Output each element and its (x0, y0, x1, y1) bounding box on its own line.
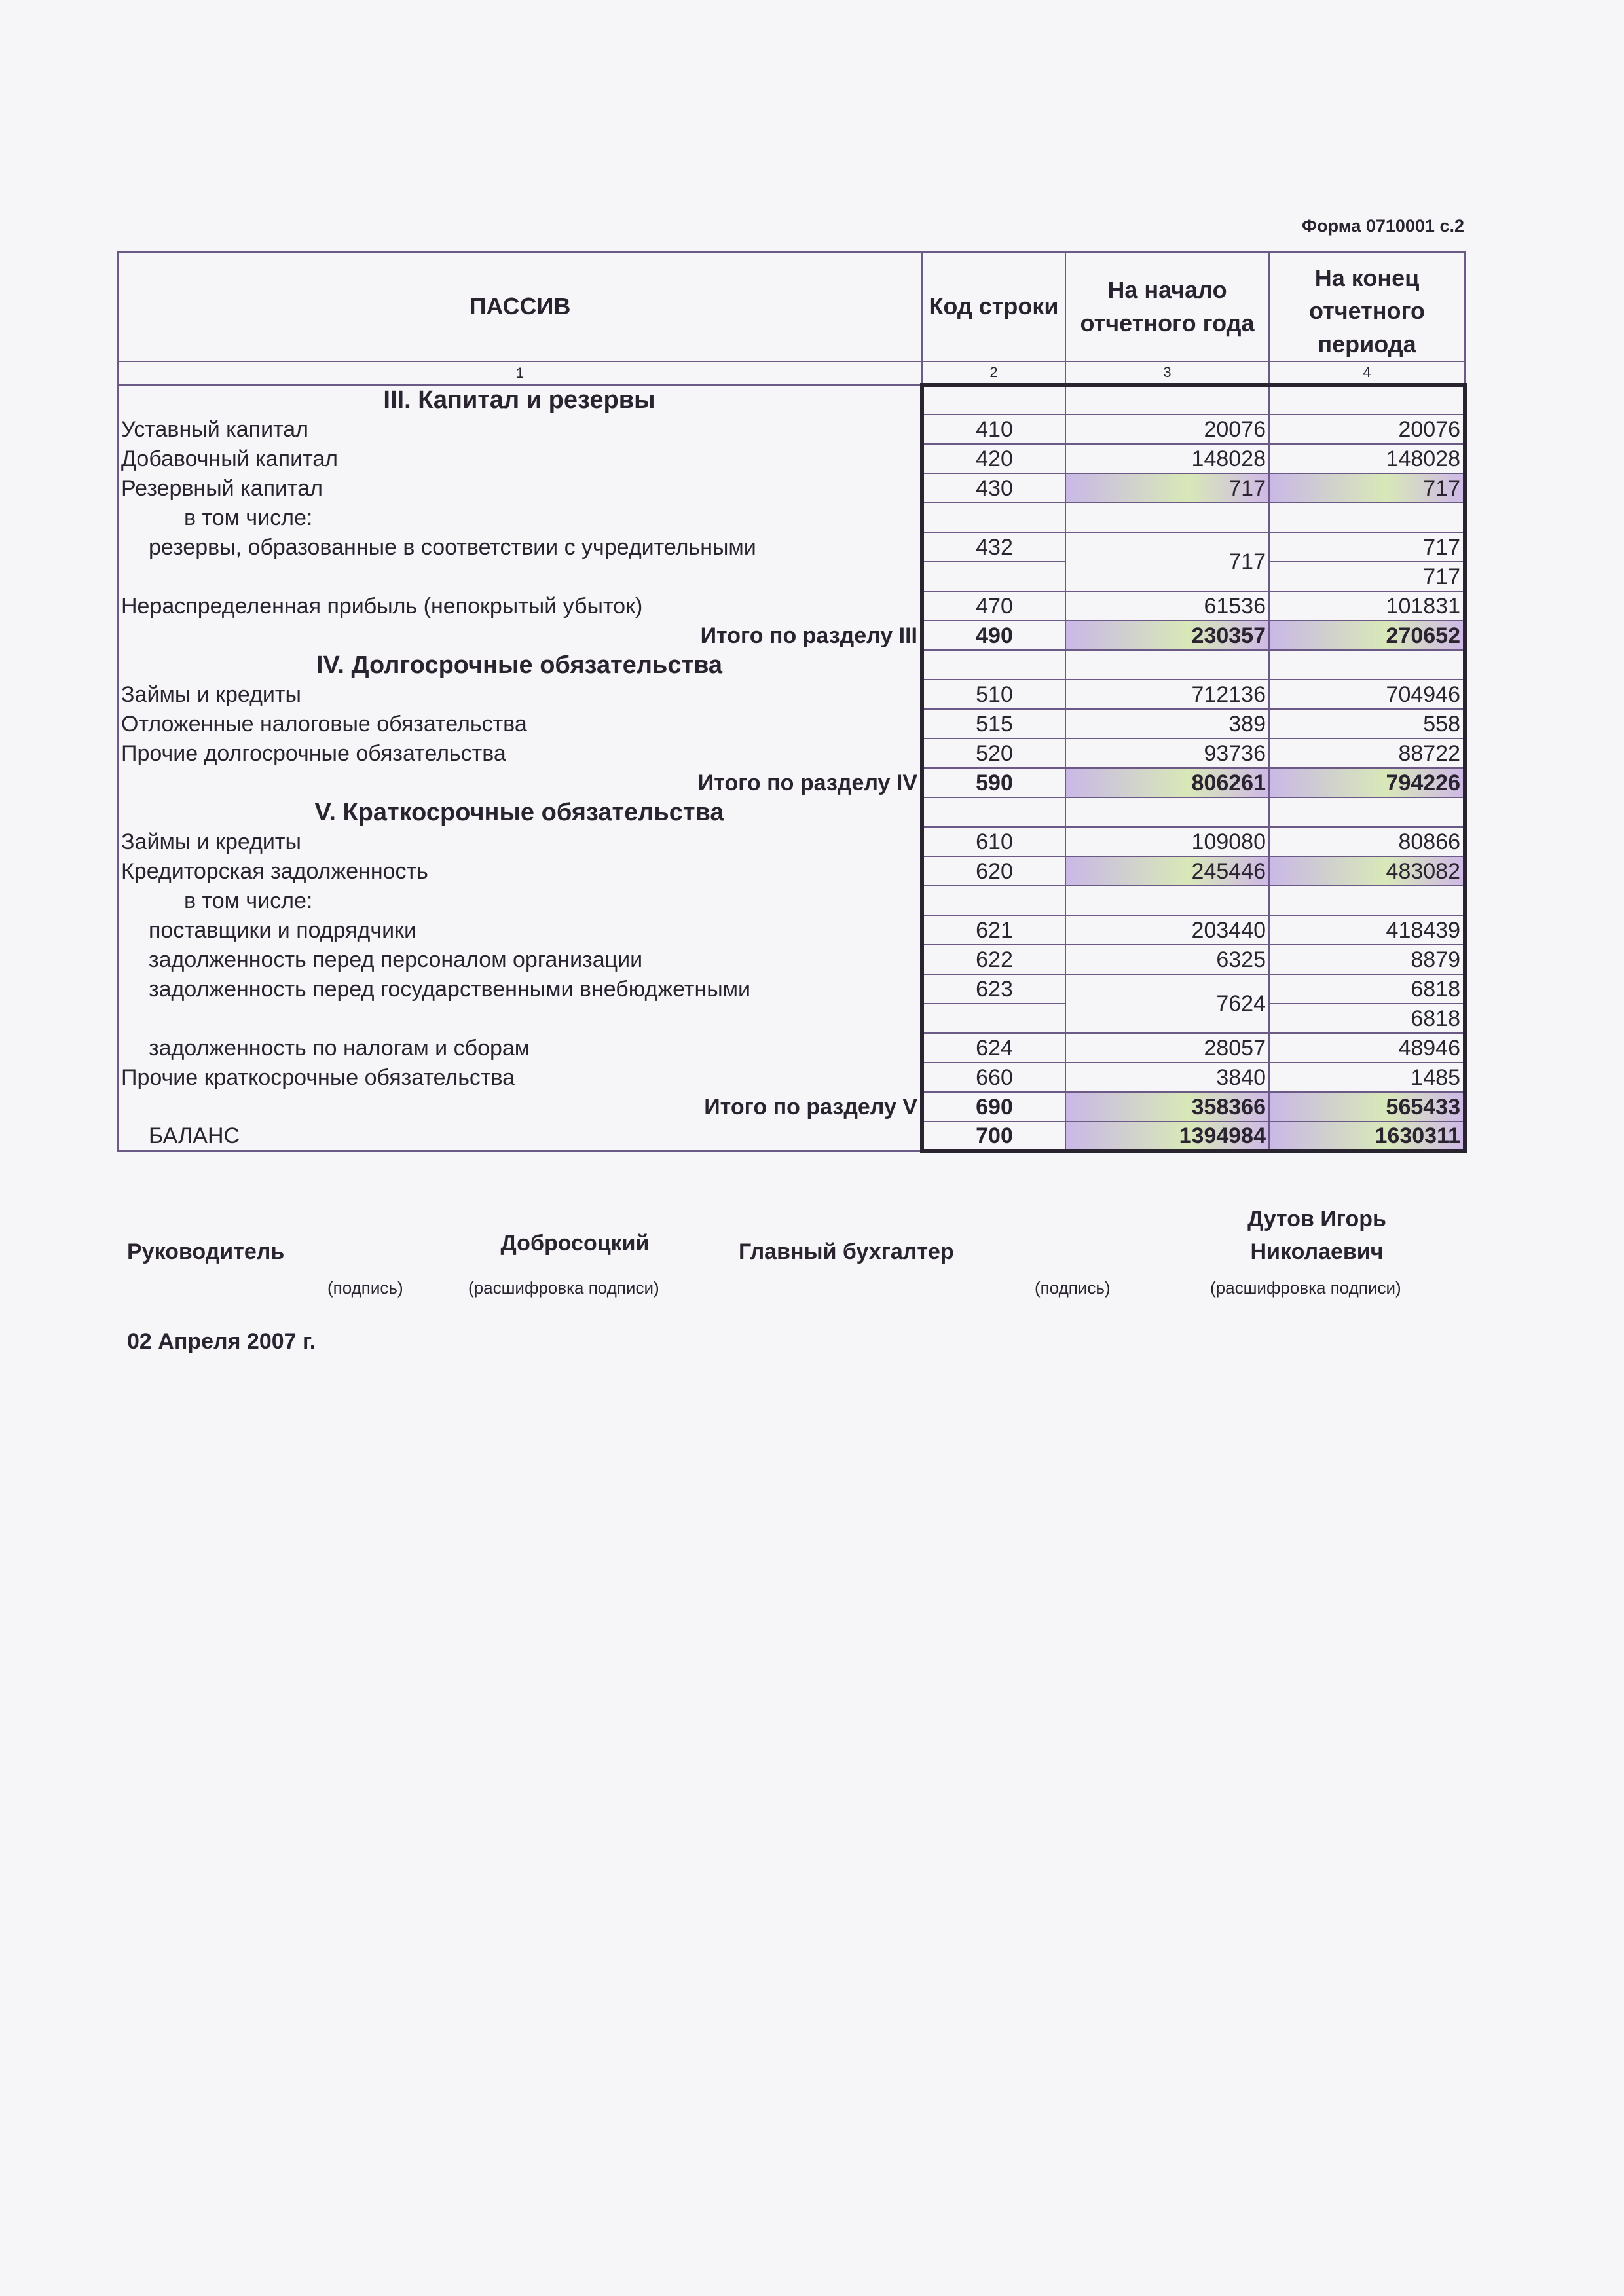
value-end-of-period: 418439 (1269, 915, 1465, 945)
row-code: 420 (922, 444, 1065, 473)
value-end-of-period: 565433 (1269, 1092, 1465, 1121)
row-code: 520 (922, 738, 1065, 768)
section-heading-row (118, 797, 1465, 827)
value-start-of-year: 7624 (1065, 974, 1269, 1033)
value-start-of-year: 61536 (1065, 591, 1269, 621)
row-label: IV. Долгосрочные обязательства (118, 650, 922, 680)
row-label: Резервный капитал (118, 473, 922, 503)
head-label: Руководитель (127, 1239, 285, 1264)
row-label: задолженность перед государственными внебюджетными (118, 974, 922, 1004)
section-total-row (118, 1092, 1465, 1121)
value-end-of-period (1269, 650, 1465, 680)
table-row (118, 503, 1465, 532)
section-heading-row (118, 385, 1465, 414)
row-code: 590 (922, 768, 1065, 797)
value-start-of-year: 712136 (1065, 680, 1269, 709)
document-date: 02 Апреля 2007 г. (127, 1329, 316, 1354)
section-total-row (118, 621, 1465, 650)
row-label: Займы и кредиты (118, 680, 922, 709)
row-label: Кредиторская задолженность (118, 856, 922, 886)
table-row (118, 915, 1465, 945)
value-start-of-year: 109080 (1065, 827, 1269, 856)
row-label: III. Капитал и резервы (118, 385, 922, 414)
row-code (922, 562, 1065, 591)
table-row (118, 738, 1465, 768)
value-start-of-year (1065, 650, 1269, 680)
table-row (118, 856, 1465, 886)
value-end-of-period: 101831 (1269, 591, 1465, 621)
table-body (118, 385, 1465, 1151)
row-label: Итого по разделу IV (118, 768, 922, 797)
row-code: 620 (922, 856, 1065, 886)
table-row (118, 1121, 1465, 1151)
value-start-of-year: 3840 (1065, 1063, 1269, 1092)
value-end-of-period: 717 (1269, 532, 1465, 562)
row-label: задолженность перед персоналом организации (118, 945, 922, 974)
row-code: 623 (922, 974, 1065, 1004)
value-start-of-year: 28057 (1065, 1033, 1269, 1063)
row-label: Добавочный капитал (118, 444, 922, 473)
table-row (118, 945, 1465, 974)
row-code: 430 (922, 473, 1065, 503)
row-code: 622 (922, 945, 1065, 974)
value-end-of-period (1269, 886, 1465, 915)
value-end-of-period: 80866 (1269, 827, 1465, 856)
value-start-of-year: 358366 (1065, 1092, 1269, 1121)
table-row (118, 414, 1465, 444)
accountant-decoding-caption: (расшифровка подписи) (1210, 1278, 1401, 1298)
table-row (118, 1063, 1465, 1092)
accountant-name-line1: Дутов Игорь (1247, 1207, 1386, 1231)
row-label: Уставный капитал (118, 414, 922, 444)
header-code: Код строки (922, 252, 1065, 361)
table-row (118, 886, 1465, 915)
value-end-of-period: 6818 (1269, 1004, 1465, 1033)
value-end-of-period: 1485 (1269, 1063, 1465, 1092)
row-label: V. Краткосрочные обязательства (118, 797, 922, 827)
header-start: На начало отчетного года (1065, 252, 1269, 361)
column-numbers-row (118, 361, 1465, 385)
value-start-of-year (1065, 797, 1269, 827)
section-total-row (118, 768, 1465, 797)
row-code: 700 (922, 1121, 1065, 1151)
value-end-of-period: 270652 (1269, 621, 1465, 650)
value-start-of-year: 6325 (1065, 945, 1269, 974)
row-label: поставщики и подрядчики (118, 915, 922, 945)
value-end-of-period: 88722 (1269, 738, 1465, 768)
row-code (922, 1004, 1065, 1033)
column-number: 1 (118, 361, 922, 385)
value-end-of-period: 717 (1269, 562, 1465, 591)
row-code: 610 (922, 827, 1065, 856)
value-end-of-period: 20076 (1269, 414, 1465, 444)
value-start-of-year (1065, 503, 1269, 532)
row-label: Нераспределенная прибыль (непокрытый убыток) (118, 591, 922, 621)
row-code: 510 (922, 680, 1065, 709)
value-end-of-period: 717 (1269, 473, 1465, 503)
row-code: 410 (922, 414, 1065, 444)
header-passiv: ПАССИВ (118, 252, 922, 361)
value-end-of-period: 48946 (1269, 1033, 1465, 1063)
row-label (118, 562, 922, 591)
table-row (118, 444, 1465, 473)
row-label: задолженность по налогам и сборам (118, 1033, 922, 1063)
row-label: в том числе: (118, 886, 922, 915)
value-start-of-year: 1394984 (1065, 1121, 1269, 1151)
value-start-of-year: 20076 (1065, 414, 1269, 444)
row-code (922, 385, 1065, 414)
row-code: 624 (922, 1033, 1065, 1063)
head-decoding-caption: (расшифровка подписи) (468, 1278, 659, 1298)
row-code: 432 (922, 532, 1065, 562)
row-label: Итого по разделу III (118, 621, 922, 650)
row-label: Итого по разделу V (118, 1092, 922, 1121)
accountant-label: Главный бухгалтер (739, 1239, 954, 1264)
value-start-of-year: 93736 (1065, 738, 1269, 768)
value-start-of-year: 806261 (1065, 768, 1269, 797)
row-label: Прочие краткосрочные обязательства (118, 1063, 922, 1092)
value-start-of-year: 230357 (1065, 621, 1269, 650)
row-code: 470 (922, 591, 1065, 621)
row-label: Прочие долгосрочные обязательства (118, 738, 922, 768)
accountant-name-line2: Николаевич (1250, 1239, 1384, 1264)
column-number: 2 (922, 361, 1065, 385)
value-end-of-period: 704946 (1269, 680, 1465, 709)
head-signature-caption: (подпись) (327, 1278, 403, 1298)
column-number: 3 (1065, 361, 1269, 385)
table-row (118, 473, 1465, 503)
column-number: 4 (1269, 361, 1465, 385)
value-start-of-year: 245446 (1065, 856, 1269, 886)
table-row (118, 532, 1465, 562)
row-code (922, 797, 1065, 827)
row-code (922, 650, 1065, 680)
value-start-of-year: 203440 (1065, 915, 1269, 945)
value-end-of-period: 8879 (1269, 945, 1465, 974)
value-end-of-period: 483082 (1269, 856, 1465, 886)
value-end-of-period: 1630311 (1269, 1121, 1465, 1151)
value-end-of-period: 794226 (1269, 768, 1465, 797)
value-end-of-period (1269, 503, 1465, 532)
value-start-of-year: 717 (1065, 473, 1269, 503)
value-start-of-year (1065, 886, 1269, 915)
value-end-of-period: 558 (1269, 709, 1465, 738)
value-end-of-period (1269, 385, 1465, 414)
table-row (118, 1033, 1465, 1063)
row-code: 660 (922, 1063, 1065, 1092)
value-start-of-year: 148028 (1065, 444, 1269, 473)
accountant-signature-caption: (подпись) (1035, 1278, 1111, 1298)
row-label (118, 1004, 922, 1033)
value-start-of-year: 717 (1065, 532, 1269, 591)
row-code: 515 (922, 709, 1065, 738)
table-row (118, 827, 1465, 856)
row-label: Займы и кредиты (118, 827, 922, 856)
value-end-of-period (1269, 797, 1465, 827)
row-label: резервы, образованные в соответствии с учредительными (118, 532, 922, 562)
row-code: 490 (922, 621, 1065, 650)
table-row (118, 680, 1465, 709)
row-label: Отложенные налоговые обязательства (118, 709, 922, 738)
row-label: в том числе: (118, 503, 922, 532)
value-start-of-year: 389 (1065, 709, 1269, 738)
table-row (118, 591, 1465, 621)
table-row (118, 709, 1465, 738)
row-code: 621 (922, 915, 1065, 945)
balance-liabilities-table (117, 251, 1467, 1153)
row-code: 690 (922, 1092, 1065, 1121)
table-row (118, 974, 1465, 1004)
form-code: Форма 0710001 с.2 (1302, 216, 1464, 236)
header-end: На конец отчетного периода (1269, 252, 1465, 361)
value-end-of-period: 6818 (1269, 974, 1465, 1004)
row-code (922, 503, 1065, 532)
head-name: Добросоцкий (500, 1231, 650, 1256)
section-heading-row (118, 650, 1465, 680)
row-code (922, 886, 1065, 915)
row-label: БАЛАНС (118, 1121, 922, 1151)
value-end-of-period: 148028 (1269, 444, 1465, 473)
value-start-of-year (1065, 385, 1269, 414)
table-header-row (118, 252, 1465, 361)
